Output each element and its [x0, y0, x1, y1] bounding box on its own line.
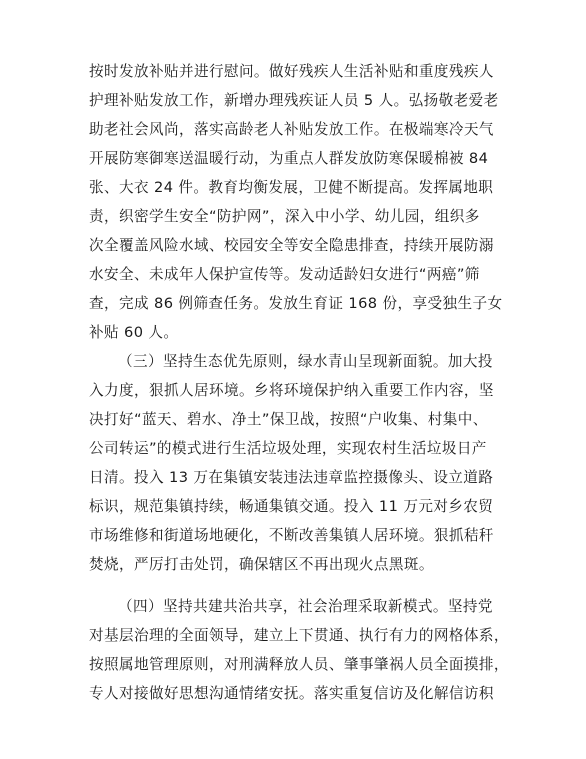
paragraph-1-line-10: 补贴 60 人。 [89, 324, 179, 341]
paragraph-2-line-6: 标识，规范集镇持续，畅通集镇交通。投入 11 万元对乡农贸 [89, 498, 494, 515]
paragraph-2-line-1: （三）坚持生态优先原则，绿水青山呈现新面貌。加大投 [118, 353, 493, 370]
paragraph-3-line-4: 专人对接做好思想沟通情绪安抚。落实重复信访及化解信访积 [89, 685, 494, 702]
paragraph-3-line-1: （四）坚持共建共治共享，社会治理采取新模式。坚持党 [118, 598, 493, 615]
paragraph-2-line-8: 焚烧，严厉打击处罚，确保辖区不再出现火点黑斑。 [89, 556, 434, 573]
paragraph-1-line-3: 助老社会风尚，落实高龄老人补贴发放工作。在极端寒冷天气 [89, 121, 494, 138]
paragraph-2-line-4: 公司转运”的模式进行生活垃圾处理，实现农村生活垃圾日产 [89, 440, 487, 457]
paragraph-1-line-2: 护理补贴发放工作，新增办理残疾证人员 5 人。弘扬敬老爱老 [89, 92, 499, 109]
paragraph-1-line-5: 张、大衣 24 件。教育均衡发展，卫健不断提高。发挥属地职 [89, 179, 494, 196]
paragraph-1-line-8: 水安全、未成年人保护宣传等。发动适龄妇女进行“两癌”筛 [89, 266, 480, 283]
paragraph-2-line-5: 日清。投入 13 万在集镇安装违法违章监控摄像头、设立道路 [89, 469, 494, 486]
paragraph-1-line-9: 查，完成 86 例筛查任务。发放生育证 168 份，享受独生子女 [89, 295, 503, 312]
paragraph-1-line-7: 次全覆盖风险水域、校园安全等安全隐患排查，持续开展防溺 [89, 237, 494, 254]
paragraph-2-line-3: 决打好“蓝天、碧水、净土”保卫战，按照“户收集、村集中、 [89, 411, 488, 428]
paragraph-2-line-7: 市场维修和街道场地硬化，不断改善集镇人居环境。狠抓秸秆 [89, 527, 494, 544]
paragraph-2-line-2: 入力度，狠抓人居环境。乡将环境保护纳入重要工作内容，坚 [89, 382, 494, 399]
paragraph-3-line-3: 按照属地管理原则，对刑满释放人员、肇事肇祸人员全面摸排， [89, 656, 509, 673]
paragraph-1-line-4: 开展防寒御寒送温暖行动，为重点人群发放防寒保暖棉被 84 [89, 150, 489, 167]
paragraph-3-line-2: 对基层治理的全面领导，建立上下贯通、执行有力的网格体系， [89, 627, 509, 644]
paragraph-1-line-6: 责，织密学生安全“防护网”，深入中小学、幼儿园，组织多 [89, 208, 480, 225]
paragraph-1-line-1: 按时发放补贴并进行慰问。做好残疾人生活补贴和重度残疾人 [89, 63, 494, 80]
